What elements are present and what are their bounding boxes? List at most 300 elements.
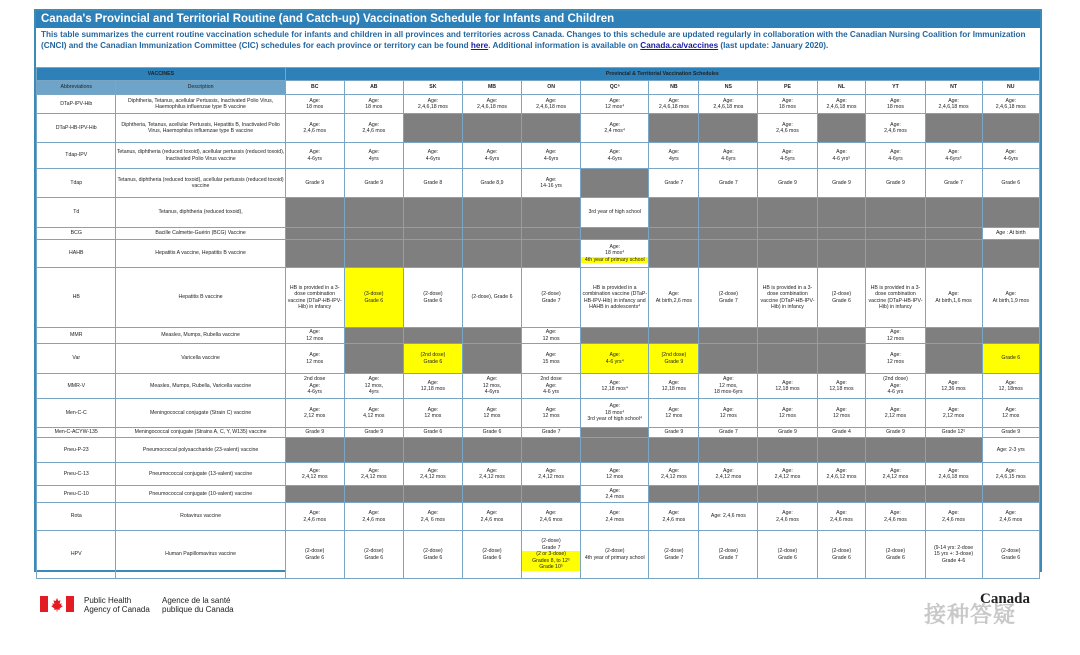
- schedule-cell: (2-dose) Grade 7: [699, 268, 758, 328]
- schedule-cell: Age: 2,4,6 mos: [982, 503, 1039, 531]
- schedule-cell: [344, 486, 403, 503]
- province-header: PE: [758, 81, 817, 95]
- table-row: [37, 328, 1040, 344]
- schedule-cell: Age: 18 mos: [285, 95, 344, 114]
- vaccine-description: Tetanus, diphtheria (reduced toxoid), acellular pertussis (reduced toxoid) vaccine: [116, 169, 285, 198]
- vaccine-abbreviation: Pneu-C-10: [37, 486, 116, 503]
- schedule-cell: [699, 328, 758, 344]
- schedule-cell: HB is provided in a 3-dose combination vaccine (DTaP-HB-IPV-Hib) in infancy: [866, 268, 925, 328]
- schedule-cell: (3-dose) Grade 6: [344, 268, 403, 328]
- schedule-cell: [462, 438, 521, 463]
- schedule-cell: Age: 12 mos: [581, 463, 649, 486]
- schedule-cell: [925, 228, 982, 240]
- schedule-cell: [403, 198, 462, 228]
- schedule-cell: (2-dose) Grade 6: [462, 531, 521, 579]
- schedule-cell: Age: 4-5yrs: [758, 143, 817, 169]
- schedule-cell: Age: At birth,1,9 mos: [982, 268, 1039, 328]
- schedule-cell: Age: 2,12 mos: [925, 399, 982, 428]
- schedule-cell: Age: 4-6 yrs⁴: [581, 344, 649, 374]
- schedule-cell: Age: 18 mos: [344, 95, 403, 114]
- schedule-cell: Age: 2,12 mos: [285, 399, 344, 428]
- schedule-cell: Age: 12,18 mos: [758, 374, 817, 399]
- schedule-cell: Age: 2,4, 6 mos: [403, 503, 462, 531]
- schedule-cell: Age: 14-16 yrs: [522, 169, 581, 198]
- schedule-cell: Age: 4-6yrs: [699, 143, 758, 169]
- schedule-cell: [982, 114, 1039, 143]
- schedule-cell: Age: 12 mos⁴: [581, 95, 649, 114]
- schedule-cell: Age: 2,4,6 mos: [285, 114, 344, 143]
- schedule-cell: Age: 12,18 mos: [403, 374, 462, 399]
- schedule-cell: HB is provided in a 3-dose combination vaccine (DTaP-HB-IPV-Hib) in infancy: [758, 268, 817, 328]
- table-row: [37, 143, 1040, 169]
- vaccine-description: Measles, Mumps, Rubella vaccine: [116, 328, 285, 344]
- vaccine-abbreviation: HB: [37, 268, 116, 328]
- schedule-cell: [817, 240, 866, 268]
- schedule-cell: (2-dose) Grade 6: [866, 531, 925, 579]
- schedule-cell: (2-dose) Grade 7: [649, 531, 699, 579]
- schedule-cell: [581, 438, 649, 463]
- schedule-cell: [817, 486, 866, 503]
- schedule-cell: [403, 228, 462, 240]
- province-header: NL: [817, 81, 866, 95]
- table-row: [37, 438, 1040, 463]
- schedule-cell: Age: 12 mos: [866, 328, 925, 344]
- schedule-cell: Grade 7: [522, 428, 581, 438]
- schedule-cell: Grade 7: [925, 169, 982, 198]
- vaccine-abbreviation: Men-C-ACYW-135: [37, 428, 116, 438]
- schedule-cell: Age: 4-6yrs: [462, 143, 521, 169]
- schedule-cell: Age: 2,4,12 mos: [699, 463, 758, 486]
- schedule-cell: Grade 6: [462, 428, 521, 438]
- vaccine-description: Meningococcal conjugate (Strains A, C, Y, W135) vaccine: [116, 428, 285, 438]
- schedule-cell: Age: 12 mos, 4-6yrs: [462, 374, 521, 399]
- schedule-cell: [699, 240, 758, 268]
- schedule-cell: Age: 2,4,6,15 mos: [982, 463, 1039, 486]
- table-row: [37, 240, 1040, 268]
- table-row: [37, 463, 1040, 486]
- schedule-cell: 2nd dose Age: 4-6 yrs: [522, 374, 581, 399]
- province-header: NT: [925, 81, 982, 95]
- vaccine-abbreviation: Pneu-C-13: [37, 463, 116, 486]
- schedule-cell: [581, 428, 649, 438]
- schedule-cell: Age: 2,4,6 mos: [817, 503, 866, 531]
- schedule-cell: [982, 198, 1039, 228]
- table-row: [37, 198, 1040, 228]
- abbreviations-header: Abbreviations: [37, 81, 116, 95]
- province-header: YT: [866, 81, 925, 95]
- schedule-cell: (2-dose) Grade 6: [982, 531, 1039, 579]
- org-en-line-1: Public Health: [84, 596, 132, 605]
- province-header: AB: [344, 81, 403, 95]
- canada-wordmark: Canada: [980, 591, 1031, 607]
- vaccine-abbreviation: Rota: [37, 503, 116, 531]
- schedule-cell: Age: 2,4,6,18 mos: [982, 95, 1039, 114]
- schedule-cell: Age: 12 mos, 18 mos-6yrs: [699, 374, 758, 399]
- schedule-cell: [758, 438, 817, 463]
- org-fr-line-2: publique du Canada: [162, 605, 234, 614]
- table-row: [37, 268, 1040, 328]
- schedule-cell: [699, 198, 758, 228]
- schedule-cell: Age: 12 mos: [817, 399, 866, 428]
- schedule-cell: Age: 2,4,6 mos: [649, 503, 699, 531]
- table-row: [37, 428, 1040, 438]
- schedule-cell: [817, 438, 866, 463]
- table-row: [37, 374, 1040, 399]
- vaccine-description: Varicella vaccine: [116, 344, 285, 374]
- schedule-cell: Age: 2,4,12 mos: [649, 463, 699, 486]
- schedule-cell: (2-dose) Grade 7: [522, 268, 581, 328]
- schedule-cell: (2nd dose) Grade 6: [403, 344, 462, 374]
- schedule-cell: Age: 2,4,12 mos: [758, 463, 817, 486]
- cell-text: Age: 18 mos⁴: [605, 243, 625, 257]
- vaccines-header: VACCINES: [37, 68, 286, 81]
- schedule-cell: Grade 6: [403, 428, 462, 438]
- schedule-cell: [982, 486, 1039, 503]
- schedule-cell: [462, 486, 521, 503]
- schedule-cell: [925, 344, 982, 374]
- vaccine-description: Pneumococcal conjugate (13-valent) vaccine: [116, 463, 285, 486]
- schedule-cell: Grade 7: [699, 428, 758, 438]
- schedule-cell: Age: 2,4,6 mos: [462, 503, 521, 531]
- schedule-cell: [925, 486, 982, 503]
- schedule-cell: Age: 2,4,12 mos: [403, 463, 462, 486]
- schedule-cell: Age: 2,4 mos: [581, 503, 649, 531]
- province-header: NB: [649, 81, 699, 95]
- schedule-cell: [581, 169, 649, 198]
- vaccine-description: Hepatitis B vaccine: [116, 268, 285, 328]
- table-row: [37, 95, 1040, 114]
- schedule-cell: [462, 114, 521, 143]
- schedule-cell: [982, 240, 1039, 268]
- intro-paragraph: [36, 28, 1040, 66]
- schedule-cell: [462, 344, 521, 374]
- vaccine-abbreviation: Pneu-P-23: [37, 438, 116, 463]
- schedule-cell: [866, 228, 925, 240]
- schedule-cell: Age: 2,4,6 mos: [866, 503, 925, 531]
- cell-text: (2-dose) Grade 7: [541, 538, 561, 551]
- schedule-cell: (2-dose) Grade 6: [817, 268, 866, 328]
- schedule-cell: Age: 12 mos, 4yrs: [344, 374, 403, 399]
- schedule-table: [36, 67, 1040, 579]
- schedule-cell: [649, 486, 699, 503]
- schedule-cell: Age: At birth,1,6 mos: [925, 268, 982, 328]
- schedule-cell: [522, 198, 581, 228]
- schedule-cell: Age: At birth,2,6 mos: [649, 268, 699, 328]
- schedule-cell: [925, 438, 982, 463]
- schedule-cell: Grade 9: [866, 169, 925, 198]
- schedule-cell: [925, 198, 982, 228]
- schedule-cell: [758, 486, 817, 503]
- schedule-cell: Age: 12,18 mos: [817, 374, 866, 399]
- province-header: BC: [285, 81, 344, 95]
- schedule-cell: Age: 2,4,6 mos: [344, 114, 403, 143]
- schedule-cell: Age: 2,4,6,18 mos: [649, 95, 699, 114]
- schedule-cell: HB is provided in a combination vaccine (DTaP-HB-IPV-Hib) in infancy and HAHB in adolescents⁴: [581, 268, 649, 328]
- watermark-text: 接种答疑: [924, 602, 1017, 627]
- schedule-cell: Age: 2,4,6,18 mos: [925, 463, 982, 486]
- schedule-cell: [522, 531, 581, 579]
- province-header: NS: [699, 81, 758, 95]
- vaccine-description: Hepatitis A vaccine, Hepatitis B vaccine: [116, 240, 285, 268]
- schedule-cell: (2-dose) Grade 6: [403, 531, 462, 579]
- schedule-cell: [699, 114, 758, 143]
- schedule-cell: Grade 8,9: [462, 169, 521, 198]
- schedule-cell: Age: 4-6yrs: [982, 143, 1039, 169]
- schedule-cell: Age: 4-6yrs: [403, 143, 462, 169]
- schedule-cell: [649, 114, 699, 143]
- province-header: SK: [403, 81, 462, 95]
- schedule-cell: Age: 4yrs: [649, 143, 699, 169]
- schedule-cell: Age: 2,4,6,18 mos: [462, 95, 521, 114]
- description-header: Description: [116, 81, 285, 95]
- schedule-cell: Age: 12,18 mos⁴: [581, 374, 649, 399]
- vaccine-description: Diphtheria, Tetanus, acellular Pertussis, Hepatitis B, Inactivated Polio Virus, Haemophilus influenzae type B vaccine: [116, 114, 285, 143]
- schedule-cell: Age: 2,4,6,18 mos: [522, 95, 581, 114]
- org-name-french: [162, 596, 234, 614]
- schedule-cell: [817, 344, 866, 374]
- vaccine-abbreviation: HPV: [37, 531, 116, 579]
- schedule-cell: Age: 2,4,12 mos: [522, 463, 581, 486]
- schedule-cell: [462, 198, 521, 228]
- schedule-cell: [817, 228, 866, 240]
- schedule-cell: (2-dose) 4th year of primary school: [581, 531, 649, 579]
- intro-text-1: This table summarizes the current routine vaccination schedule for infants and children in all provinces and territories across Canada. Changes to this schedule are updated regularly in collaboration with the Canadian Nursing Coalition for Immunization (CNCI) and the Canadian Immunization Committee (CIC) schedules for each province or territory can be found: [41, 30, 1026, 50]
- province-header: ON: [522, 81, 581, 95]
- schedule-cell: [581, 240, 649, 268]
- schedule-cell: Age: 12, 18mos: [982, 374, 1039, 399]
- schedule-cell: [817, 198, 866, 228]
- schedule-cell: Age: 12,18 mos: [649, 374, 699, 399]
- schedule-cell: Age: 12 mos: [462, 399, 521, 428]
- schedule-cell: Grade 8: [403, 169, 462, 198]
- schedule-cell: [403, 240, 462, 268]
- schedule-cell: (9-14 yrs: 2-dose 15 yrs +: 3-dose) Grade 4-6: [925, 531, 982, 579]
- schedule-cell: [699, 344, 758, 374]
- document-title: Canada's Provincial and Territorial Routine (and Catch-up) Vaccination Schedule for Infants and Children: [36, 11, 1040, 28]
- schedule-cell: Age: 2,4,6 mos: [522, 503, 581, 531]
- schedule-cell: (2-dose) Grade 6: [403, 268, 462, 328]
- schedule-cell: Age: 2,4,6 mos: [758, 503, 817, 531]
- schedule-cell: [344, 228, 403, 240]
- schedule-cell: [462, 228, 521, 240]
- schedule-cell: Age: 18 mos: [866, 95, 925, 114]
- vaccine-description: Tetanus, diphtheria (reduced toxoid), acellular pertussis (reduced toxoid), Inactivated Polio Virus vaccine: [116, 143, 285, 169]
- table-row: [37, 503, 1040, 531]
- schedule-cell: Grade 9: [758, 169, 817, 198]
- schedule-cell: Age: 2,4,12 mos: [285, 463, 344, 486]
- schedule-cell: Age: 4yrs: [344, 143, 403, 169]
- schedule-cell: [758, 328, 817, 344]
- schedule-cell: [522, 240, 581, 268]
- schedule-cell: [649, 228, 699, 240]
- schedule-cell: Age: 2-3 yrs: [982, 438, 1039, 463]
- schedule-cell: Grade 9: [982, 428, 1039, 438]
- schedule-cell: [403, 328, 462, 344]
- schedule-cell: Age: 18 mos: [758, 95, 817, 114]
- schedule-cell: (2-dose), Grade 6: [462, 268, 521, 328]
- schedule-cell: [522, 486, 581, 503]
- schedule-cell: Age: 12 mos: [982, 399, 1039, 428]
- schedule-cell: [522, 228, 581, 240]
- schedule-cell: [758, 344, 817, 374]
- schedule-cell: [285, 240, 344, 268]
- province-header: QC⁶: [581, 81, 649, 95]
- vaccine-abbreviation: BCG: [37, 228, 116, 240]
- vaccine-abbreviation: Tdap-IPV: [37, 143, 116, 169]
- schedule-cell: [581, 328, 649, 344]
- vaccine-abbreviation: Tdap: [37, 169, 116, 198]
- schedule-cell: (2-dose) Grade 7: [699, 531, 758, 579]
- schedule-cell: Grade 6: [982, 169, 1039, 198]
- schedule-cell: [522, 114, 581, 143]
- schedule-cell: [866, 486, 925, 503]
- here-link[interactable]: here: [470, 40, 489, 50]
- vaccine-abbreviation: Men-C-C: [37, 399, 116, 428]
- vaccine-description: Meningococcal conjugate (Strain C) vaccine: [116, 399, 285, 428]
- table-row: [37, 399, 1040, 428]
- vaccine-description: Measles, Mumps, Rubella, Varicella vaccine: [116, 374, 285, 399]
- schedule-document: [34, 9, 1042, 572]
- schedule-cell: Age: 2,4 mos: [581, 486, 649, 503]
- vaccine-description: Bacille Calmette-Guérin (BCG) Vaccine: [116, 228, 285, 240]
- schedule-cell: Grade 9: [817, 169, 866, 198]
- schedule-cell: Age: 2,4,6,18 mos: [817, 95, 866, 114]
- vaccine-description: Pneumococcal polysaccharide (23-valent) vaccine: [116, 438, 285, 463]
- schedule-cell: Age: 4-6 yrs⁵: [817, 143, 866, 169]
- schedule-cell: Age: 2,12 mos: [866, 399, 925, 428]
- vaccine-description: Diphtheria, Tetanus, acellular Pertussis, Inactivated Polio Virus, Haemophilus influenzae type B vaccine: [116, 95, 285, 114]
- schedule-cell: [925, 328, 982, 344]
- schedule-cell: Age: 2,4,6 mos: [344, 503, 403, 531]
- schedule-cell: [344, 328, 403, 344]
- schedule-cell: [285, 438, 344, 463]
- schedule-cell: [699, 486, 758, 503]
- schedule-cell: Age: 4-6yrs⁵: [925, 143, 982, 169]
- vaccine-abbreviation: MMR: [37, 328, 116, 344]
- schedule-cell: Grade 9: [285, 428, 344, 438]
- schedule-cell: Grade 9: [344, 428, 403, 438]
- schedule-cell: Age: 2,4,6 mos: [285, 503, 344, 531]
- schedule-cell: [649, 328, 699, 344]
- schedule-cell: [344, 198, 403, 228]
- schedule-cell: Age: 2,4,6 mos: [866, 114, 925, 143]
- schedule-cell: Grade 9: [866, 428, 925, 438]
- schedule-cell: (2-dose) Grade 6: [758, 531, 817, 579]
- schedule-cell: Grade 7: [649, 169, 699, 198]
- table-row: [37, 228, 1040, 240]
- schedule-cell: Age: 2,4,6 mos: [925, 503, 982, 531]
- intro-text-3: (last update: January 2020).: [718, 40, 829, 50]
- schedule-cell: Age: 4,12 mos: [344, 399, 403, 428]
- schedule-cell: Age: 2,4,6,18 mos: [925, 95, 982, 114]
- schedule-cell: Age: 2,4,6 mos: [758, 114, 817, 143]
- province-header: NU: [982, 81, 1039, 95]
- schedule-cell: Age: 4-6yrs: [866, 143, 925, 169]
- schedule-cell: (2-dose) Grade 6: [344, 531, 403, 579]
- schedule-cell: HB is provided in a 3-dose combination vaccine (DTaP-HB-IPV-Hib) in infancy: [285, 268, 344, 328]
- schedule-cell: Age: 12 mos: [649, 399, 699, 428]
- schedule-cell: [758, 228, 817, 240]
- schedule-cell: [925, 114, 982, 143]
- table-row: [37, 531, 1040, 579]
- schedule-cell: [649, 438, 699, 463]
- cell-text-highlighted: (2 or 3-dose) Grades 8, to 12⁵ Grade 10⁵: [522, 551, 580, 570]
- schedule-cell: Grade 9: [344, 169, 403, 198]
- vaccine-abbreviation: Var: [37, 344, 116, 374]
- schedule-cell: (2-dose) Grade 6: [817, 531, 866, 579]
- schedule-cell: [649, 198, 699, 228]
- schedule-cell: [403, 114, 462, 143]
- schedule-cell: [462, 240, 521, 268]
- table-row: [37, 486, 1040, 503]
- schedule-cell: [758, 198, 817, 228]
- vaccine-description: Tetanus, diphtheria (reduced toxoid),: [116, 198, 285, 228]
- schedule-cell: Age: 2,4 mos⁴: [581, 114, 649, 143]
- table-row: [37, 344, 1040, 374]
- schedule-cell: [581, 228, 649, 240]
- schedule-cell: Age: 2,4,12 mos: [866, 463, 925, 486]
- vaccine-description: Human Papillomavirus vaccine: [116, 531, 285, 579]
- org-en-line-2: Agency of Canada: [84, 605, 150, 614]
- vaccine-abbreviation: DTaP-HB-IPV-Hib: [37, 114, 116, 143]
- schedule-cell: Grade 6: [982, 344, 1039, 374]
- schedule-cell: Age: 18 mos⁴ 3rd year of high school⁴: [581, 399, 649, 428]
- schedule-cell: Age: 4-6yrs: [522, 143, 581, 169]
- schedule-cell: Age: 2,4,6,12 mos: [817, 463, 866, 486]
- province-header: MB: [462, 81, 521, 95]
- schedule-cell: Grade 7: [699, 169, 758, 198]
- schedule-cell: [925, 240, 982, 268]
- schedule-cell: Grade 4: [817, 428, 866, 438]
- vaccine-abbreviation: DTaP-IPV-Hib: [37, 95, 116, 114]
- schedule-cell: Age: 12 mos: [866, 344, 925, 374]
- schedule-cell: [285, 198, 344, 228]
- schedule-cell: Age: 12 mos: [699, 399, 758, 428]
- schedule-cell: [982, 328, 1039, 344]
- intro-text-2: . Additional information is available on: [488, 40, 641, 50]
- schedule-cell: Age: 2,4,6,18 mos: [699, 95, 758, 114]
- vaccine-abbreviation: Td: [37, 198, 116, 228]
- schedule-cell: Age: 12 mos: [522, 399, 581, 428]
- schedule-cell: Age : At birth: [982, 228, 1039, 240]
- schedule-cell: 3rd year of high school: [581, 198, 649, 228]
- schedule-cell: (2nd dose) Grade 9: [649, 344, 699, 374]
- schedule-cell: [649, 240, 699, 268]
- schedule-cell: Age: 2,4,6 mos: [699, 503, 758, 531]
- schedule-cell: (2nd dose) Age: 4-6 yrs: [866, 374, 925, 399]
- schedule-cell: [866, 198, 925, 228]
- schedule-cell: [344, 438, 403, 463]
- schedule-cell: [758, 240, 817, 268]
- schedule-cell: [344, 344, 403, 374]
- cell-text-highlighted: 4th year of primary school: [581, 257, 648, 263]
- schedule-cell: [344, 240, 403, 268]
- schedule-cell: Grade 12⁵: [925, 428, 982, 438]
- schedule-cell: [285, 486, 344, 503]
- schedule-cell: Age: 4-6yrs: [285, 143, 344, 169]
- schedule-cell: [462, 328, 521, 344]
- table-row: [37, 169, 1040, 198]
- schedule-cell: Age: 12 mos: [522, 328, 581, 344]
- schedule-cell: Age: 12 mos: [758, 399, 817, 428]
- schedule-cell: [403, 486, 462, 503]
- vaccine-abbreviation: MMR-V: [37, 374, 116, 399]
- schedule-cell: [817, 114, 866, 143]
- schedule-cell: Age: 12,36 mos: [925, 374, 982, 399]
- canada-flag-icon: [40, 596, 74, 612]
- phac-logo: [40, 596, 240, 618]
- canada-vaccines-link[interactable]: Canada.ca/vaccines: [640, 40, 719, 50]
